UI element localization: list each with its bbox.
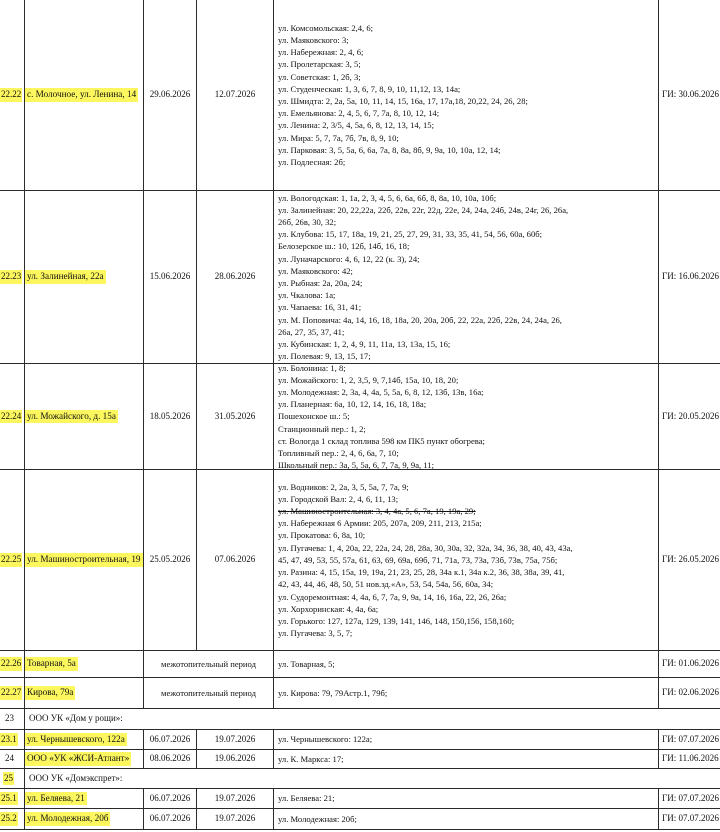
street-entry: ул. Кубинская: 1, 2, 4, 9, 11, 11а, 13, 13а, 15, 16; — [278, 339, 451, 350]
street-entry: ул. Молодежная: 20б; — [278, 813, 357, 824]
street-list — [274, 792, 339, 804]
object-cell — [24, 730, 143, 749]
start-date: 29.06.2026 — [149, 89, 191, 100]
end-date-cell — [196, 0, 273, 190]
gi-cell — [658, 809, 720, 829]
street-entry: ул. Судоремонтная: 4, 4а, 6, 7, 7а, 9, 9а, 14, 16, 16а, 22, 26, 26а; — [278, 591, 507, 602]
row-number: 25.2 — [0, 812, 18, 826]
street-entry: ул. Емельянова: 2, 4, 5, 6, 7, 7а, 8, 10, 12, 14; — [278, 108, 440, 119]
streets-cell — [273, 651, 658, 677]
gi-cell — [658, 730, 720, 749]
start-date: 08.06.2026 — [149, 753, 191, 764]
row-number-cell — [0, 191, 24, 363]
row-number: 22.25 — [0, 553, 22, 567]
gi-date: ГИ: 07.07.2026 — [662, 813, 719, 824]
gi-cell — [658, 470, 720, 650]
row-number-cell — [0, 789, 24, 808]
street-entry: ул. Пугачева: 1, 4, 20а, 22, 22а, 24, 28, 28а, 30, 30а, 32, 32а, 34, 36, 38, 40, 43, 43а, — [278, 542, 573, 553]
table-row — [0, 470, 720, 651]
street-entry: ул. Луначарского: 4, 6, 12, 22 (к. 3), 24; — [278, 253, 420, 264]
row-number: 25.1 — [0, 792, 18, 806]
object-cell — [24, 750, 143, 768]
streets-cell — [273, 730, 658, 749]
streets-cell — [273, 191, 658, 363]
object-cell — [24, 678, 143, 708]
object-address: ул. Можайского, д. 15а — [25, 410, 118, 424]
end-date-cell — [196, 364, 273, 469]
period-text: межотопительный период — [161, 658, 256, 669]
gi-cell — [658, 789, 720, 808]
street-entry: ул. Молодежная: 2, 3а, 4, 4а, 5, 5а, 6, 8, 12, 13б, 13в, 16а; — [278, 387, 484, 397]
end-date-cell — [196, 470, 273, 650]
object-address: ул. Чернышевского, 122а — [25, 733, 127, 747]
street-list — [274, 481, 577, 640]
start-date-cell — [143, 364, 196, 469]
street-entry: Белозерское ш.: 10, 12б, 14б, 16, 18; — [278, 241, 410, 252]
street-entry: ул. Парковая: 3, 5, 5а, 6, 6а, 7а, 8, 8а, 8б, 9, 9а, 10, 10а, 12, 14; — [278, 144, 501, 155]
object-cell — [24, 0, 143, 190]
street-entry: ул. Товарная, 5; — [278, 658, 335, 669]
street-entry: ул. Водников: 2, 2а, 3, 5, 5а, 7, 7а, 9; — [278, 481, 409, 492]
row-number: 22.27 — [0, 686, 22, 700]
start-date-cell — [143, 0, 196, 190]
row-number-cell — [0, 678, 24, 708]
gi-date: ГИ: 20.05.2026 — [662, 410, 719, 421]
streets-cell — [273, 470, 658, 650]
table-row — [0, 750, 720, 769]
street-list — [274, 658, 339, 670]
gi-date: ГИ: 11.06.2026 — [662, 753, 719, 764]
start-date-cell — [143, 191, 196, 363]
org-cell — [24, 769, 720, 788]
object-cell — [24, 470, 143, 650]
table-row — [0, 809, 720, 830]
start-date-cell — [143, 789, 196, 808]
gi-cell — [658, 651, 720, 677]
end-date: 07.06.2026 — [214, 554, 256, 565]
street-entry: ул. Чапаева: 16, 31, 41; — [278, 302, 362, 313]
street-entry: ул. Горького: 127, 127а, 129, 139, 141, 146, 148, 150,156, 158,160; — [278, 615, 515, 626]
street-entry: ул. Мира: 5, 7, 7а, 7б, 7в, 8, 9, 10; — [278, 132, 399, 143]
object-cell — [24, 191, 143, 363]
street-entry: ул. Рыбная: 2а, 20а, 24; — [278, 278, 363, 288]
street-entry: ул. Маяковского: 3; — [278, 34, 349, 45]
table-row — [0, 0, 720, 191]
row-number-cell — [0, 0, 24, 190]
street-list — [274, 813, 361, 825]
street-entry: ул. Клубова: 15, 17, 18а, 19, 21, 25, 27, 29, 31, 33, 35, 41, 54, 56, 60а, 60б; — [278, 229, 543, 240]
street-entry: ул. Вологодская: 1, 1а, 2, 3, 4, 5, 6, 6а, 6б, 8, 8а, 10, 10а, 10б; — [278, 192, 497, 203]
street-entry: Школьный пер.: 3а, 5, 5а, 6, 7, 7а, 9, 9а, 11; — [278, 460, 434, 471]
street-entry: ул. Прокатова: 6, 8а, 10; — [278, 530, 366, 541]
street-entry: ул. Чкалова: 1а; — [278, 290, 336, 301]
street-entry: ул. Шмидта: 2, 2а, 5а, 10, 11, 14, 15, 16а, 17, 17а,18, 20,22, 24, 26, 28; — [278, 96, 528, 106]
object-address: ул. Машиностроительная, 19 — [25, 553, 143, 567]
org-name: ООО УК «Дом у рощи»: — [29, 713, 123, 724]
street-entry: ул. Разина: 4, 15, 15а, 19, 19а, 21, 23, 25, 28, 34а к.1, 34а к.2, 36, 38, 38а, 39, 41, — [278, 567, 565, 578]
street-entry: ул. Полевая: 9, 13, 15, 17; — [278, 351, 371, 362]
end-date: 19.07.2026 — [214, 813, 256, 824]
start-date-cell — [143, 470, 196, 650]
row-number: 22.24 — [0, 410, 22, 424]
street-entry: ул. Набережная: 2, 4, 6; — [278, 47, 364, 58]
start-date-cell — [143, 809, 196, 829]
object-address: ул. Беляева, 21 — [25, 792, 87, 806]
end-date-cell — [196, 789, 273, 808]
end-date-cell — [196, 750, 273, 768]
row-number: 22.26 — [0, 657, 22, 671]
table-row — [0, 678, 720, 709]
object-address: Кирова, 79а — [25, 686, 75, 700]
start-date-cell — [143, 750, 196, 768]
end-date: 19.07.2026 — [214, 792, 256, 803]
streets-cell — [273, 0, 658, 190]
gi-cell — [658, 0, 720, 190]
street-entry: 26а, 27, 35, 37, 41; — [278, 326, 345, 337]
gi-date: ГИ: 02.06.2026 — [662, 687, 719, 698]
object-address: ул. Молодежная, 20б — [25, 812, 110, 826]
streets-cell — [273, 678, 658, 708]
object-address: с. Молочное, ул. Ленина, 14 — [25, 88, 138, 102]
object-cell — [24, 789, 143, 808]
row-number: 24 — [5, 753, 14, 764]
street-list — [274, 753, 348, 765]
org-row — [0, 709, 720, 730]
street-entry: ул. Кирова: 79, 79Астр.1, 79б; — [278, 687, 388, 698]
row-number-cell — [0, 651, 24, 677]
street-entry: ул. Советская: 1, 2б, 3; — [278, 71, 361, 82]
start-date: 06.07.2026 — [149, 813, 191, 824]
row-number-cell — [0, 750, 24, 768]
gi-date: ГИ: 30.06.2026 — [662, 89, 719, 100]
street-entry: 42, 43, 44, 46, 48, 50, 51 нов.зд.«А», 53, 54, 54а, 56, 60а, 34; — [278, 579, 494, 590]
street-list — [274, 192, 572, 363]
end-date: 19.06.2026 — [214, 753, 256, 764]
streets-cell — [273, 809, 658, 829]
end-date-cell — [196, 809, 273, 829]
street-entry: ул. Набережная 6 Армии: 205, 207а, 209, 211, 213, 215а; — [278, 518, 482, 529]
start-date: 06.07.2026 — [149, 733, 191, 744]
street-entry: ул. Залинейная: 20, 22,22а, 22б, 22в, 22г, 22д, 22е, 24, 24а, 24б, 24в, 24г, 26, 26а, — [278, 204, 569, 215]
end-date-cell — [196, 730, 273, 749]
gi-cell — [658, 364, 720, 469]
street-entry: ул. М. Поповича: 4а, 14, 16, 18, 18а, 20, 20а, 20б, 22, 22а, 22б, 22в, 24, 24а, 26, — [278, 314, 562, 325]
end-date: 19.07.2026 — [214, 733, 256, 744]
period-cell — [143, 651, 273, 677]
street-entry: Топливный пер.: 2, 4, 6, 6а, 7, 10; — [278, 448, 399, 459]
street-entry: ул. Подлесная: 2б; — [278, 157, 346, 168]
table-row — [0, 651, 720, 678]
row-number: 25 — [3, 772, 14, 786]
gi-date: ГИ: 07.07.2026 — [662, 792, 719, 803]
street-entry: 26б, 26в, 30, 32; — [278, 216, 337, 227]
gi-date: ГИ: 26.05.2026 — [662, 554, 719, 565]
end-date: 31.05.2026 — [214, 410, 256, 421]
gi-date: ГИ: 07.07.2026 — [662, 733, 719, 744]
org-row — [0, 769, 720, 789]
period-cell — [143, 678, 273, 708]
gi-date: ГИ: 16.06.2026 — [662, 271, 719, 282]
row-number-cell — [0, 809, 24, 829]
street-entry: ул. Беляева: 21; — [278, 793, 335, 804]
street-entry: ул. Пролетарская: 3, 5; — [278, 59, 361, 70]
street-entry: Пошехонское ш.: 5; — [278, 411, 350, 422]
row-number: 22.22 — [0, 88, 22, 102]
street-entry: ул. Болонина: 1, 8; — [278, 362, 346, 373]
object-address: ул. Залинейная, 22а — [25, 270, 106, 284]
table-row — [0, 730, 720, 750]
street-entry: ул. К. Маркса: 17; — [278, 753, 344, 764]
street-list — [274, 362, 489, 472]
period-text: межотопительный период — [161, 687, 256, 698]
gi-cell — [658, 750, 720, 768]
street-list — [274, 733, 376, 745]
object-address: Товарная, 5а — [25, 657, 78, 671]
row-number-cell — [0, 364, 24, 469]
street-entry: ул. Машиностроительная: 3, 4, 4а, 5, 6, 7а, 19, 19а, 29; — [278, 506, 476, 517]
street-entry: Станционный пер.: 1, 2; — [278, 423, 366, 434]
object-cell — [24, 809, 143, 829]
object-address: ООО «УК «ЖСИ-Атлант» — [25, 752, 131, 766]
row-number-cell — [0, 730, 24, 749]
street-entry: ул. Можайского: 1, 2, 3,5, 9, 7,14б, 15а, 10, 18, 20; — [278, 374, 459, 385]
street-entry: ул. Ленина: 2, 3/5, 4, 5а, 6, 8, 12, 13, 14, 15; — [278, 120, 434, 131]
end-date: 28.06.2026 — [214, 271, 256, 282]
start-date: 15.06.2026 — [149, 271, 191, 282]
table-row — [0, 191, 720, 364]
street-entry: ул. Планерная: 6а, 10, 12, 14, 16, 18, 18а; — [278, 399, 427, 410]
street-entry: ул. Городской Вал: 2, 4, 6, 11, 13; — [278, 493, 399, 504]
street-entry: ул. Студенческая: 1, 3, 6, 7, 8, 9, 10, 11,12, 13, 14а; — [278, 83, 461, 94]
streets-cell — [273, 789, 658, 808]
streets-cell — [273, 364, 658, 469]
object-cell — [24, 364, 143, 469]
org-name: ООО УК «Домэкспрет»: — [29, 772, 123, 783]
street-entry: ул. Комсомольская: 2,4, 6; — [278, 22, 374, 33]
row-number-cell — [0, 470, 24, 650]
start-date: 06.07.2026 — [149, 792, 191, 803]
table-row — [0, 789, 720, 809]
street-entry: ул. Чернышевского: 122а; — [278, 734, 373, 745]
object-cell — [24, 651, 143, 677]
row-number-cell — [0, 709, 24, 729]
table-row — [0, 364, 720, 470]
street-entry: ул. Хорхоринская: 4, 4а, 6а; — [278, 603, 379, 614]
street-list — [274, 687, 391, 699]
end-date-cell — [196, 191, 273, 363]
org-cell — [24, 709, 720, 729]
street-entry: ул. Пугачева: 3, 5, 7; — [278, 628, 353, 639]
street-entry: ст. Вологда 1 склад топлива 598 км ПК5 пункт обогрева; — [278, 435, 485, 446]
street-list — [274, 22, 532, 168]
gi-cell — [658, 191, 720, 363]
gi-cell — [658, 678, 720, 708]
start-date: 18.05.2026 — [149, 410, 191, 421]
row-number: 23.1 — [0, 733, 18, 747]
gi-date: ГИ: 01.06.2026 — [662, 658, 719, 669]
street-entry: ул. Маяковского: 42; — [278, 265, 353, 276]
end-date: 12.07.2026 — [214, 89, 256, 100]
row-number-cell — [0, 769, 24, 788]
row-number: 23 — [5, 713, 14, 724]
street-entry: 45, 47, 49, 53, 55, 57а, 61, 63, 69, 69а, 69б, 71, 71а, 73, 73а, 73б, 73в, 75а, 75б; — [278, 554, 558, 565]
row-number: 22.23 — [0, 270, 22, 284]
start-date: 25.05.2026 — [149, 554, 191, 565]
start-date-cell — [143, 730, 196, 749]
streets-cell — [273, 750, 658, 768]
